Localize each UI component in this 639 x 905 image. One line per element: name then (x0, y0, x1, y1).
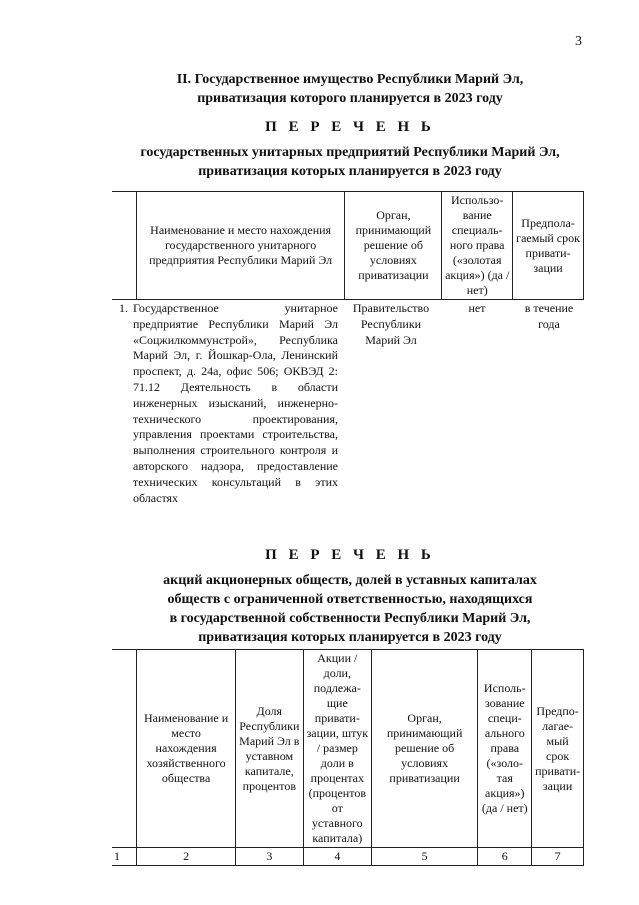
header2-term: Предпо-лагае-мый срок привати-зации (532, 650, 584, 848)
header2-organ: Орган, принимающий решение об условиях приватизации (371, 650, 478, 848)
list1-title: П Е Р Е Ч Е Н Ь (265, 119, 435, 135)
list2-subtitle (60, 571, 639, 647)
header2-number-cell (112, 650, 137, 848)
header2-company-name: Наименование и место нахождения хозяйственного общества (137, 650, 235, 848)
section-heading-line-2: приватизация которого планируется в 2023 году (197, 91, 503, 106)
row1-enterprise-name: Государственное унитарное предприятие Республики Марий Эл «Соцжилкоммунстрой», Республика Марий Эл, г. Йошкар-Ола, Ленинский проспект, д. 24а, офис 506; ОКВЭД 2: 71.12 Деятельность в области инженерных изысканий, инженерно-технического проектирования, управления проектами строительства, выполнения строительного контроля и авторского надзора, предоставление технических консультаций в этих областях (133, 301, 338, 505)
row1-number: 1. (119, 301, 128, 315)
list1-subtitle (60, 143, 639, 181)
header-number-cell (112, 192, 136, 300)
list2-subtitle-line-3: в государственной собственности Республики Марий Эл, (169, 611, 531, 626)
header-name: Наименование и место нахождения государственного унитарного предприятия Республики Марий Эл (136, 192, 345, 300)
section-heading-line-1: II. Государственное имущество Республики Марий Эл, (176, 72, 524, 87)
list1-subtitle-line-1: государственных унитарных предприятий Республики Марий Эл, (140, 145, 560, 160)
list2-subtitle-line-2: обществ с ограниченной ответственностью, находящихся (167, 592, 533, 607)
enterprises-table-header (112, 191, 584, 300)
page-number: 3 (575, 34, 582, 49)
header-golden-share: Использо-вание специаль-ного права («золотая акция») (да / нет) (442, 192, 513, 300)
column-number-6: 6 (478, 848, 532, 866)
section-heading (60, 70, 639, 108)
header2-shares-to-privatize: Акции / доли, подлежа-щие привати-зации, штук / размер доли в процентах (процентов от уставного капитала) (303, 650, 371, 848)
row1-golden-share: нет (468, 301, 486, 315)
column-number-3: 3 (235, 848, 303, 866)
row1-organ: Правительство Республики Марий Эл (352, 301, 430, 347)
header-organ: Орган, принимающий решение об условиях приватизации (345, 192, 442, 300)
column-number-5: 5 (371, 848, 478, 866)
list1-subtitle-line-2: приватизация которых планируется в 2023 году (198, 164, 502, 179)
list2-subtitle-line-4: приватизация которых планируется в 2023 году (198, 630, 502, 645)
header2-republic-share: Доля Республики Марий Эл в уставном капитале, процентов (235, 650, 303, 848)
column-number-2: 2 (137, 848, 235, 866)
shares-table-header (112, 649, 584, 866)
row1-term: в течение года (524, 301, 574, 331)
column-number-7: 7 (532, 848, 584, 866)
header2-golden-share: Исполь-зование специ-ального права («золо-тая акция») (да / нет) (478, 650, 532, 848)
column-number-4: 4 (303, 848, 371, 866)
list2-title: П Е Р Е Ч Е Н Ь (265, 547, 435, 563)
header-term: Предпола-гаемый срок привати-зации (513, 192, 584, 300)
column-number-1: 1 (112, 848, 137, 866)
list2-subtitle-line-1: акций акционерных обществ, долей в уставных капиталах (163, 573, 537, 588)
